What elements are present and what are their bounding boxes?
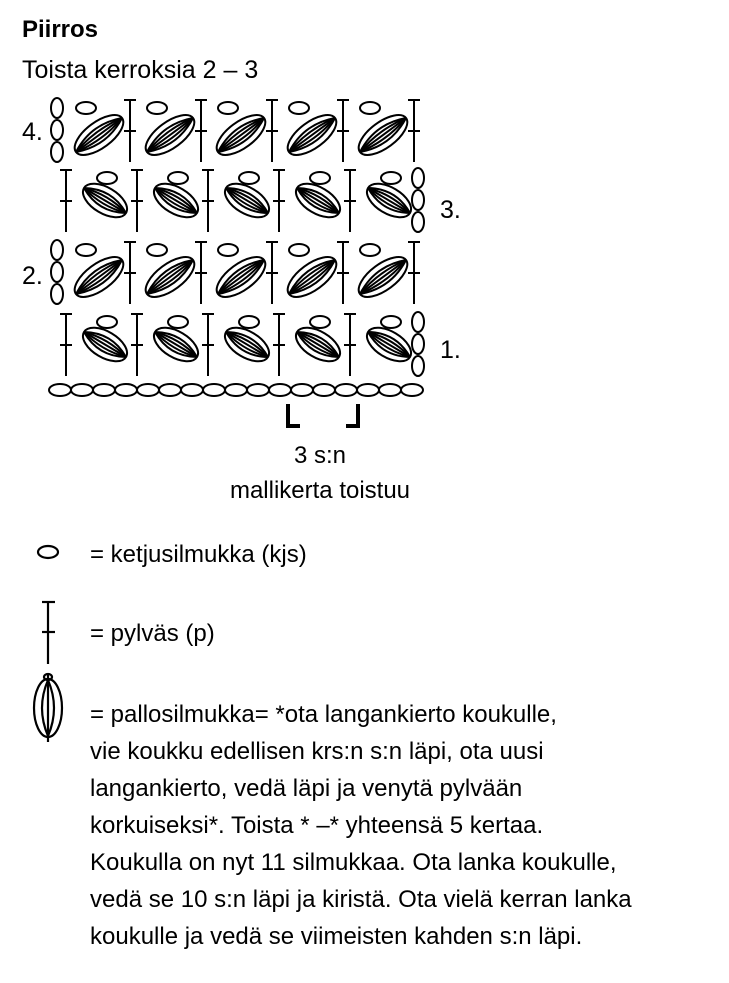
foundation-chain-stitch [269, 384, 291, 396]
foundation-chain-stitch [71, 384, 93, 396]
chain-stitch [168, 172, 188, 184]
foundation-chain-stitch [159, 384, 181, 396]
legend-chain-text: = ketjusilmukka (kjs) [90, 541, 307, 568]
chain-stitch [218, 102, 238, 114]
bobble-stitch-icon [34, 674, 62, 742]
chain-stitch [97, 172, 117, 184]
foundation-chain-stitch [357, 384, 379, 396]
foundation-chain-stitch [93, 384, 115, 396]
chain-stitch [76, 102, 96, 114]
turning-chain-stitch [51, 240, 63, 260]
treble-stitch-icon [42, 602, 55, 664]
legend-bobble-line: Koukulla on nyt 11 silmukkaa. Ota lanka koukulle, [90, 849, 617, 876]
repeat-bracket [288, 404, 358, 426]
foundation-chain-stitch [203, 384, 225, 396]
turning-chain-stitch [51, 120, 63, 140]
foundation-chain-stitch [225, 384, 247, 396]
chain-stitch [168, 316, 188, 328]
diagram-title: Piirros [22, 16, 99, 43]
repeat-caption-line2: mallikerta toistuu [229, 477, 411, 504]
foundation-chain-stitch [379, 384, 401, 396]
row-label-1: 1. [440, 336, 461, 364]
turning-chain-stitch [412, 356, 424, 376]
foundation-chain-stitch [181, 384, 203, 396]
chain-stitch [310, 316, 330, 328]
chain-stitch [360, 244, 380, 256]
legend-bobble-line: langankierto, vedä läpi ja venytä pylvään [90, 775, 523, 802]
turning-chain-stitch [51, 142, 63, 162]
turning-chain-stitch [412, 334, 424, 354]
turning-chain-stitch [51, 262, 63, 282]
chain-stitch [310, 172, 330, 184]
foundation-chain-stitch [291, 384, 313, 396]
stitch-row-2 [51, 240, 420, 304]
chain-stitch [289, 102, 309, 114]
legend-treble-text: = pylväs (p) [90, 620, 215, 647]
row-label-2: 2. [22, 262, 43, 290]
legend-bobble-text [90, 696, 632, 955]
foundation-chain-stitch [49, 384, 71, 396]
foundation-chain-stitch [313, 384, 335, 396]
chain-stitch [360, 102, 380, 114]
legend-bobble-line: korkuiseksi*. Toista * –* yhteensä 5 kertaa. [90, 812, 544, 839]
turning-chain-stitch [412, 168, 424, 188]
chain-stitch [239, 172, 259, 184]
foundation-chain-stitch [401, 384, 423, 396]
chain-stitch [239, 316, 259, 328]
turning-chain-stitch [412, 312, 424, 332]
chain-stitch [381, 316, 401, 328]
chain-stitch [289, 244, 309, 256]
repeat-caption-line1: 3 s:n [293, 442, 347, 469]
turning-chain-stitch [412, 190, 424, 210]
legend-bobble-line: vie koukku edellisen krs:n s:n läpi, ota uusi [90, 738, 544, 765]
chain-stitch [147, 244, 167, 256]
diagram-subtitle: Toista kerroksia 2 – 3 [22, 56, 259, 84]
chain-stitch-icon [38, 546, 58, 558]
foundation-chain-stitch [335, 384, 357, 396]
chain-stitch [97, 316, 117, 328]
foundation-chain-stitch [137, 384, 159, 396]
row-label-4: 4. [22, 118, 43, 146]
chain-stitch [381, 172, 401, 184]
row-label-3: 3. [440, 196, 461, 224]
chain-stitch [218, 244, 238, 256]
chain-stitch [76, 244, 96, 256]
legend-bobble-line: koukulle ja vedä se viimeisten kahden s:n läpi. [90, 923, 583, 950]
turning-chain-stitch [412, 212, 424, 232]
foundation-chain-stitch [247, 384, 269, 396]
legend-bobble-line: = pallosilmukka= *ota langankierto koukulle, [90, 701, 557, 728]
turning-chain-stitch [51, 98, 63, 118]
stitch-row-1 [60, 312, 424, 376]
foundation-chain-stitch [115, 384, 137, 396]
chain-stitch [147, 102, 167, 114]
stitch-row-3 [60, 168, 424, 232]
turning-chain-stitch [51, 284, 63, 304]
chart-symbols [49, 98, 424, 396]
stitch-row-4 [51, 98, 420, 162]
legend-bobble-line: vedä se 10 s:n läpi ja kiristä. Ota vielä kerran lanka [90, 886, 632, 913]
repeat-caption [170, 438, 470, 508]
